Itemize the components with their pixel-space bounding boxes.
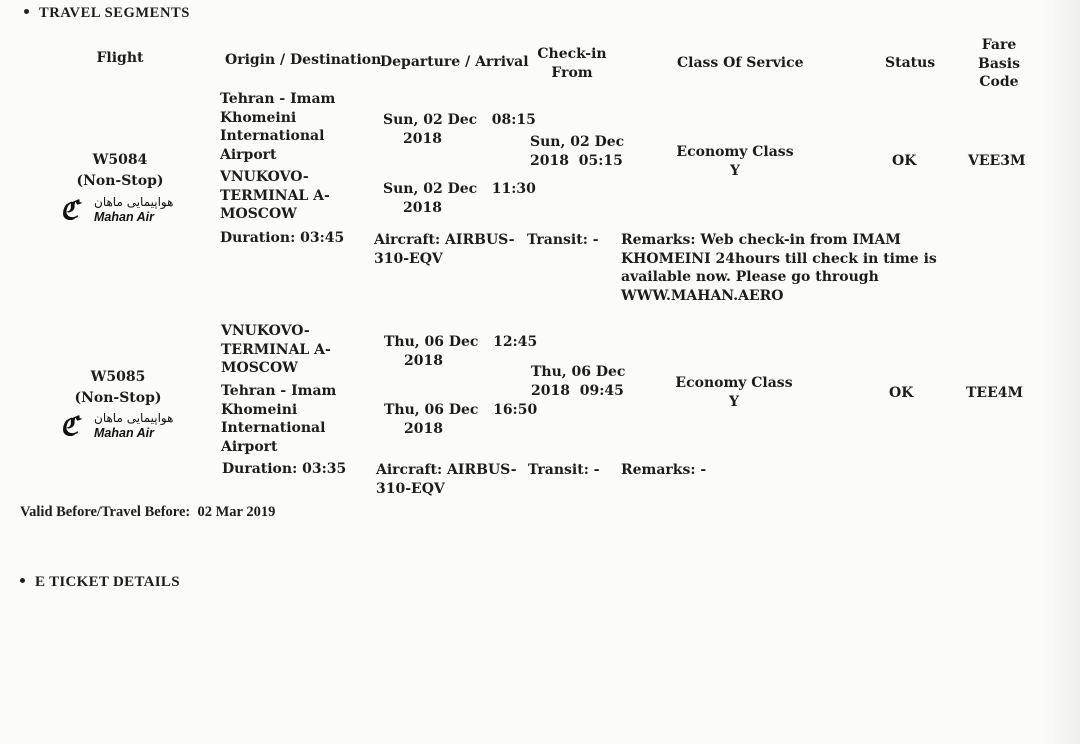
logo-mark-icon: ℭ bbox=[60, 412, 79, 442]
flight-number: W5084 (Non-Stop) bbox=[76, 152, 164, 189]
header-departure-arrival: Departure / Arrival bbox=[380, 54, 529, 70]
class-of-service: Economy Class Y bbox=[676, 144, 794, 179]
remarks: Remarks: - bbox=[621, 462, 707, 478]
e-ticket-details-heading: E TICKET DETAILS bbox=[20, 573, 180, 592]
logo-mark-icon: ℭ bbox=[60, 196, 79, 226]
header-fare-basis-code: Fare Basis Code bbox=[978, 37, 1020, 90]
arrival: Sun, 02 Dec 11:30 2018 bbox=[383, 181, 536, 216]
fare-basis-code: TEE4M bbox=[966, 385, 1023, 401]
aircraft: Aircraft: AIRBUS- 310-EQV bbox=[374, 232, 515, 267]
validity-note: Valid Before/Travel Before: 02 Mar 2019 bbox=[20, 504, 276, 520]
paper-edge-shadow bbox=[1040, 0, 1080, 744]
header-status: Status bbox=[885, 55, 936, 71]
fare-basis-code: VEE3M bbox=[968, 153, 1026, 169]
origin: VNUKOVO- TERMINAL A- MOSCOW bbox=[221, 323, 331, 376]
duration: Duration: 03:45 bbox=[220, 230, 345, 246]
checkin-from: Sun, 02 Dec 2018 05:15 bbox=[530, 134, 625, 169]
class-of-service: Economy Class Y bbox=[675, 375, 793, 410]
transit: Transit: - bbox=[528, 462, 600, 478]
departure: Sun, 02 Dec 08:15 2018 bbox=[383, 112, 536, 147]
remarks: Remarks: Web check-in from IMAM KHOMEINI 24hours till check in time is available now. Please go through WWW.MAHAN.AERO bbox=[621, 232, 937, 304]
header-flight: Flight bbox=[96, 50, 144, 66]
destination: Tehran - Imam Khomeini International Airport bbox=[221, 383, 337, 455]
departure: Thu, 06 Dec 12:45 2018 bbox=[384, 334, 538, 369]
duration: Duration: 03:35 bbox=[222, 461, 347, 477]
header-origin-destination: Origin / Destination bbox=[225, 52, 382, 68]
status-value: OK bbox=[889, 385, 914, 401]
origin: Tehran - Imam Khomeini International Airport bbox=[220, 91, 336, 163]
checkin-from: Thu, 06 Dec 2018 09:45 bbox=[531, 364, 626, 399]
flight-number: W5085 (Non-Stop) bbox=[74, 369, 162, 406]
mahan-air-logo: ℭ هواپیمایی ماهان Mahan Air bbox=[60, 195, 174, 226]
destination: VNUKOVO- TERMINAL A- MOSCOW bbox=[220, 169, 330, 222]
mahan-air-logo: ℭ هواپیمایی ماهان Mahan Air bbox=[60, 411, 174, 442]
header-class-of-service: Class Of Service bbox=[677, 55, 804, 71]
bullet-icon bbox=[20, 578, 25, 583]
header-checkin: Check-in From bbox=[537, 46, 607, 81]
transit: Transit: - bbox=[527, 232, 599, 248]
aircraft: Aircraft: AIRBUS- 310-EQV bbox=[376, 462, 517, 497]
status-value: OK bbox=[892, 153, 917, 169]
travel-segments-heading: TRAVEL SEGMENTS bbox=[24, 4, 190, 23]
arrival: Thu, 06 Dec 16:50 2018 bbox=[384, 402, 538, 437]
bullet-icon bbox=[24, 9, 29, 14]
